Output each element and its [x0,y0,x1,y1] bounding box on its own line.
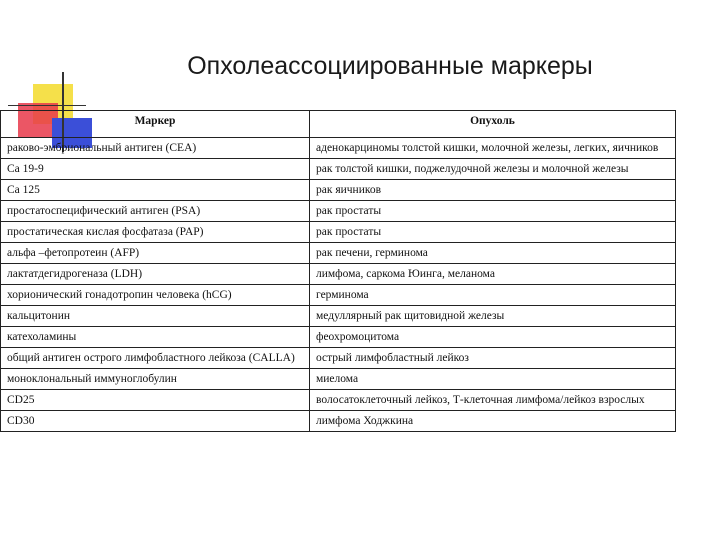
table-row [1,222,676,243]
marker-cell: простатоспецифический антиген (PSA) [1,201,310,222]
decor-horizontal-line [8,105,86,106]
tumor-cell: рак толстой кишки, поджелудочной железы и молочной железы [310,159,676,180]
header-tumor: Опухоль [310,111,676,138]
tumor-cell: острый лимфобластный лейкоз [310,348,676,369]
marker-cell: Ca 19-9 [1,159,310,180]
marker-cell: простатическая кислая фосфатаза (PAP) [1,222,310,243]
tumor-cell: рак простаты [310,201,676,222]
marker-cell: CD30 [1,411,310,432]
table-row [1,348,676,369]
marker-cell: общий антиген острого лимфобластного лейкоза (CALLA) [1,348,310,369]
marker-cell: моноклональный иммуноглобулин [1,369,310,390]
marker-cell: CD25 [1,390,310,411]
table-row [1,306,676,327]
table-row [1,285,676,306]
table-row [1,390,676,411]
marker-cell: Ca 125 [1,180,310,201]
marker-cell: кальцитонин [1,306,310,327]
table-header-row [1,111,676,138]
tumor-cell: медуллярный рак щитовидной железы [310,306,676,327]
tumor-cell: лимфома, саркома Юинга, меланома [310,264,676,285]
tumor-cell: аденокарциномы толстой кишки, молочной железы, легких, яичников [310,138,676,159]
header-marker: Маркер [1,111,310,138]
page-title: Опхолеассоциированные маркеры [187,52,593,80]
tumor-cell: феохромоцитома [310,327,676,348]
marker-cell: катехоламины [1,327,310,348]
table-row [1,264,676,285]
tumor-cell: лимфома Ходжкина [310,411,676,432]
table-row [1,369,676,390]
marker-cell: альфа –фетопротеин (AFP) [1,243,310,264]
tumor-cell: волосатоклеточный лейкоз, Т-клеточная лимфома/лейкоз взрослых [310,390,676,411]
tumor-cell: миелома [310,369,676,390]
markers-table [0,110,676,432]
table-row [1,180,676,201]
table-row [1,411,676,432]
marker-cell: лактатдегидрогеназа (LDH) [1,264,310,285]
marker-cell: хорионический гонадотропин человека (hCG) [1,285,310,306]
table-row [1,327,676,348]
table-row [1,243,676,264]
table-row [1,201,676,222]
tumor-cell: герминома [310,285,676,306]
tumor-cell: рак печени, герминома [310,243,676,264]
table-row [1,159,676,180]
tumor-cell: рак яичников [310,180,676,201]
marker-cell: раково-эмбриональный антиген (CEA) [1,138,310,159]
tumor-cell: рак простаты [310,222,676,243]
table-row [1,138,676,159]
